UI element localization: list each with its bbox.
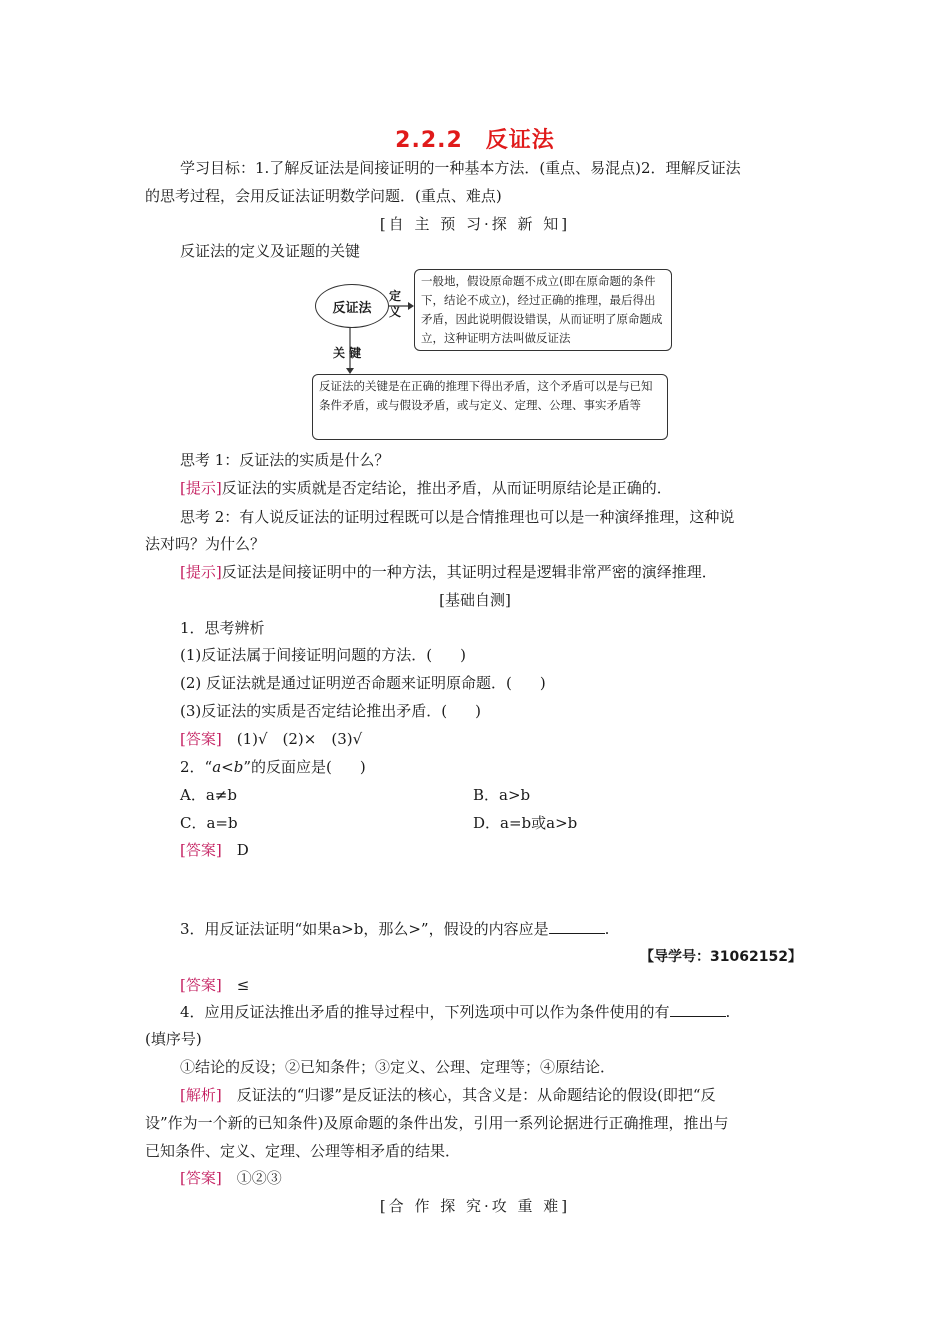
q2-option-c: C．a=b bbox=[180, 814, 238, 832]
page-title: 2.2.2 反证法 bbox=[395, 128, 555, 153]
hint-tag: [提示] bbox=[180, 563, 222, 581]
q2-option-a: A．a≠b bbox=[180, 786, 237, 804]
diagram-label-key: 关 键 bbox=[333, 346, 362, 360]
think-2-question-line-1: 思考 2：有人说反证法的证明过程既可以是合情推理也可以是一种演绎推理，这种说 bbox=[180, 508, 735, 526]
q3-stem: 3．用反证法证明“如果a>b，那么>”，假设的内容应是 . bbox=[180, 920, 610, 938]
subheading-definition: 反证法的定义及证题的关键 bbox=[180, 242, 361, 260]
think-2-question-line-2: 法对吗？为什么？ bbox=[145, 535, 266, 553]
objectives-line-2: 的思考过程，会用反证法证明数学问题．(重点、难点) bbox=[145, 187, 502, 205]
answer-tag: [答案] bbox=[180, 841, 222, 859]
think-2-answer: 反证法是间接证明中的一种方法，其证明过程是逻辑非常严密的演绎推理． bbox=[221, 563, 717, 581]
answer-tag: [答案] bbox=[180, 1169, 222, 1187]
think-1-question: 思考 1：反证法的实质是什么？ bbox=[180, 451, 390, 469]
section-heading-explore: [合 作 探 究·攻 重 难] bbox=[379, 1197, 571, 1215]
q3-answer: ≤ bbox=[236, 976, 250, 994]
q2-answer-row bbox=[180, 839, 249, 860]
q4-stem-line-2: (填序号) bbox=[145, 1030, 202, 1048]
section-heading-preview: [自 主 预 习·探 新 知] bbox=[379, 215, 571, 233]
q4-options: ①结论的反设；②已知条件；③定义、公理、定理等；④原结论． bbox=[180, 1058, 616, 1076]
think-1-answer: 反证法的实质就是否定结论，推出矛盾，从而证明原结论是正确的． bbox=[221, 479, 672, 497]
diagram-box-key: 反证法的关键是在正确的推理下得出矛盾，这个矛盾可以是与已知条件矛盾，或与假设矛盾，或与定义、定理、公理、事实矛盾等 bbox=[312, 374, 668, 440]
answer-tag: [答案] bbox=[180, 976, 222, 994]
q1-item-2: (2) 反证法就是通过证明逆否命题来证明原命题．( ) bbox=[180, 674, 546, 692]
q2-option-d: D．a=b或a>b bbox=[473, 814, 578, 832]
answer-tag: [答案] bbox=[180, 730, 222, 748]
objectives-line-1: 学习目标：1.了解反证法是间接证明的一种基本方法．(重点、易混点)2．理解反证法 bbox=[180, 159, 741, 177]
q3-reference-number: 【导学号：31062152】 bbox=[640, 949, 802, 965]
think-2-answer-row bbox=[180, 561, 717, 582]
q2-stem: 2．“a<b”的反面应是( ) bbox=[180, 758, 366, 776]
section-heading-self-test: [基础自测] bbox=[439, 591, 511, 609]
q4-stem-line-1: 4．应用反证法推出矛盾的推导过程中，下列选项中可以作为条件使用的有 . bbox=[180, 1003, 731, 1021]
q2-answer: D bbox=[236, 841, 249, 859]
hint-tag: [提示] bbox=[180, 479, 222, 497]
q4-answer: ①②③ bbox=[236, 1169, 282, 1187]
q2-option-b: B．a>b bbox=[473, 786, 531, 804]
q4-answer-row bbox=[180, 1167, 282, 1188]
q4-analysis-line-2: 设”作为一个新的已知条件)及原命题的条件出发，引用一系列论据进行正确推理，推出与 bbox=[145, 1114, 729, 1132]
concept-diagram bbox=[312, 266, 672, 442]
q1-answer-row bbox=[180, 728, 362, 749]
analysis-tag: [解析] bbox=[180, 1086, 222, 1104]
q4-analysis-line-3: 已知条件、定义、定理、公理等相矛盾的结果． bbox=[145, 1142, 461, 1160]
q4-analysis-line-1: [解析] 反证法的“归谬”是反证法的核心，其含义是：从命题结论的假设(即把“反 bbox=[180, 1086, 716, 1104]
think-1-answer-row bbox=[180, 477, 672, 498]
q3-answer-row bbox=[180, 974, 249, 995]
diagram-label-definition: 定义 bbox=[389, 289, 402, 319]
diagram-box-definition: 一般地，假设原命题不成立(即在原命题的条件下，结论不成立)，经过正确的推理，最后得出矛盾，因此说明假设错误，从而证明了原命题成立，这种证明方法叫做反证法 bbox=[414, 269, 672, 351]
q1-item-3: (3)反证法的实质是否定结论推出矛盾．( ) bbox=[180, 702, 481, 720]
q1-answer: (1)√ (2)× (3)√ bbox=[236, 730, 363, 748]
diagram-node-method: 反证法 bbox=[315, 284, 389, 328]
q1-item-1: (1)反证法属于间接证明问题的方法．( ) bbox=[180, 646, 466, 664]
q1-title: 1．思考辨析 bbox=[180, 619, 265, 637]
